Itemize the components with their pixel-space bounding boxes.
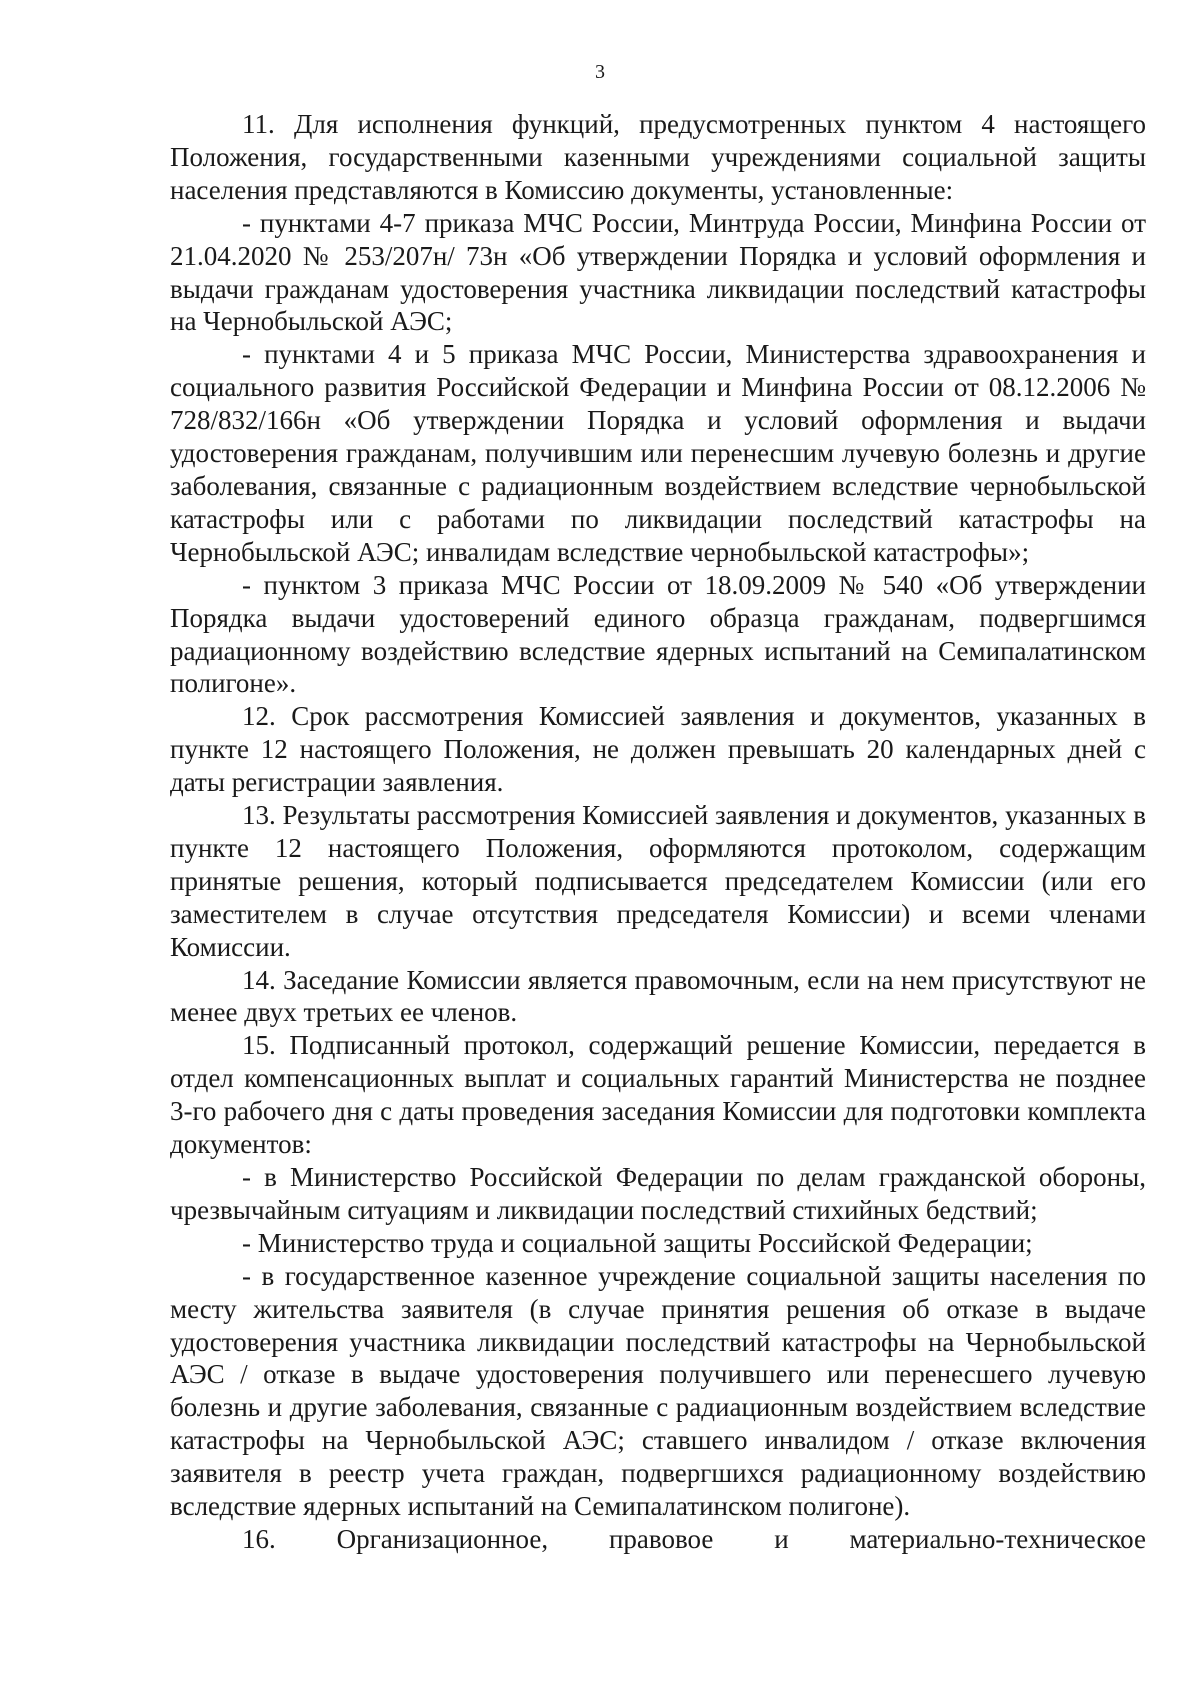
paragraph-16: 16. Организационное, правовое и материально-техническое	[242, 1523, 1146, 1554]
page-number: 3	[595, 61, 605, 83]
document-body	[170, 108, 1146, 1556]
paragraph-13: 13. Результаты рассмотрения Комиссией заявления и документов, указанных в пункте 12 настоящего Положения, оформляются протоколом, содержащим принятые решения, который подписывается председателем Комиссии (или его заместителем в случае отсутствия председателя Комиссии) и всеми членами Комиссии.	[170, 800, 1146, 962]
paragraph-15: 15. Подписанный протокол, содержащий решение Комиссии, передается в отдел компенсационных выплат и социальных гарантий Министерства не позднее 3-го рабочего дня с даты проведения заседания Комиссии для подготовки комплекта документов:	[170, 1030, 1146, 1160]
paragraph-14: 14. Заседание Комиссии является правомочным, если на нем присутствуют не менее двух третьих ее членов.	[170, 964, 1146, 1028]
paragraph-12: 12. Срок рассмотрения Комиссией заявления и документов, указанных в пункте 12 настоящего Положения, не должен превышать 20 календарных дней с даты регистрации заявления.	[170, 701, 1146, 798]
paragraph-15-item-2: - Министерство труда и социальной защиты Российской Федерации;	[242, 1227, 1033, 1258]
paragraph-11: 11. Для исполнения функций, предусмотренных пунктом 4 настоящего Положения, государственными казенными учреждениями социальной защиты населения представляются в Комиссию документы, установленные:	[170, 109, 1146, 205]
paragraph-15-item-3: - в государственное казенное учреждение социальной защиты населения по месту жительства заявителя (в случае принятия решения об отказе в выдаче удостоверения участника ликвидации последствий катастрофы на Чернобыльской АЭС / отказе в выдаче удостоверения получившего или перенесшего лучевую болезнь и другие заболевания, связанные с радиационным воздействием вследствие катастрофы на Чернобыльской АЭС; ставшего инвалидом / отказе включения заявителя в реестр учета граждан, подвергшихся радиационному воздействию вследствие ядерных испытаний на Семипалатинском полигоне).	[170, 1260, 1146, 1522]
paragraph-11-item-1: - пунктами 4-7 приказа МЧС России, Минтруда России, Минфина России от 21.04.2020 № 253/207н/ 73н «Об утверждении Порядка и условий оформления и выдачи гражданам удостоверения участника ликвидации последствий катастрофы на Чернобыльской АЭС;	[170, 207, 1146, 337]
paragraph-11-item-2: - пунктами 4 и 5 приказа МЧС России, Министерства здравоохранения и социального развития Российской Федерации и Минфина России от 08.12.2006 № 728/832/166н «Об утверждении Порядка и условий оформления и выдачи удостоверения гражданам, получившим или перенесшим лучевую болезнь и другие заболевания, связанные с радиационным воздействием вследствие чернобыльской катастрофы или с работами по ликвидации последствий катастрофы на Чернобыльской АЭС; инвалидам вследствие чернобыльской катастрофы»;	[170, 339, 1146, 567]
paragraph-15-item-1: - в Министерство Российской Федерации по делам гражданской обороны, чрезвычайным ситуациям и ликвидации последствий стихийных бедствий;	[170, 1162, 1146, 1225]
paragraph-11-item-3: - пунктом 3 приказа МЧС России от 18.09.2009 № 540 «Об утверждении Порядка выдачи удостоверений единого образца гражданам, подвергшимся радиационному воздействию вследствие ядерных испытаний на Семипалатинском полигоне».	[170, 569, 1146, 699]
